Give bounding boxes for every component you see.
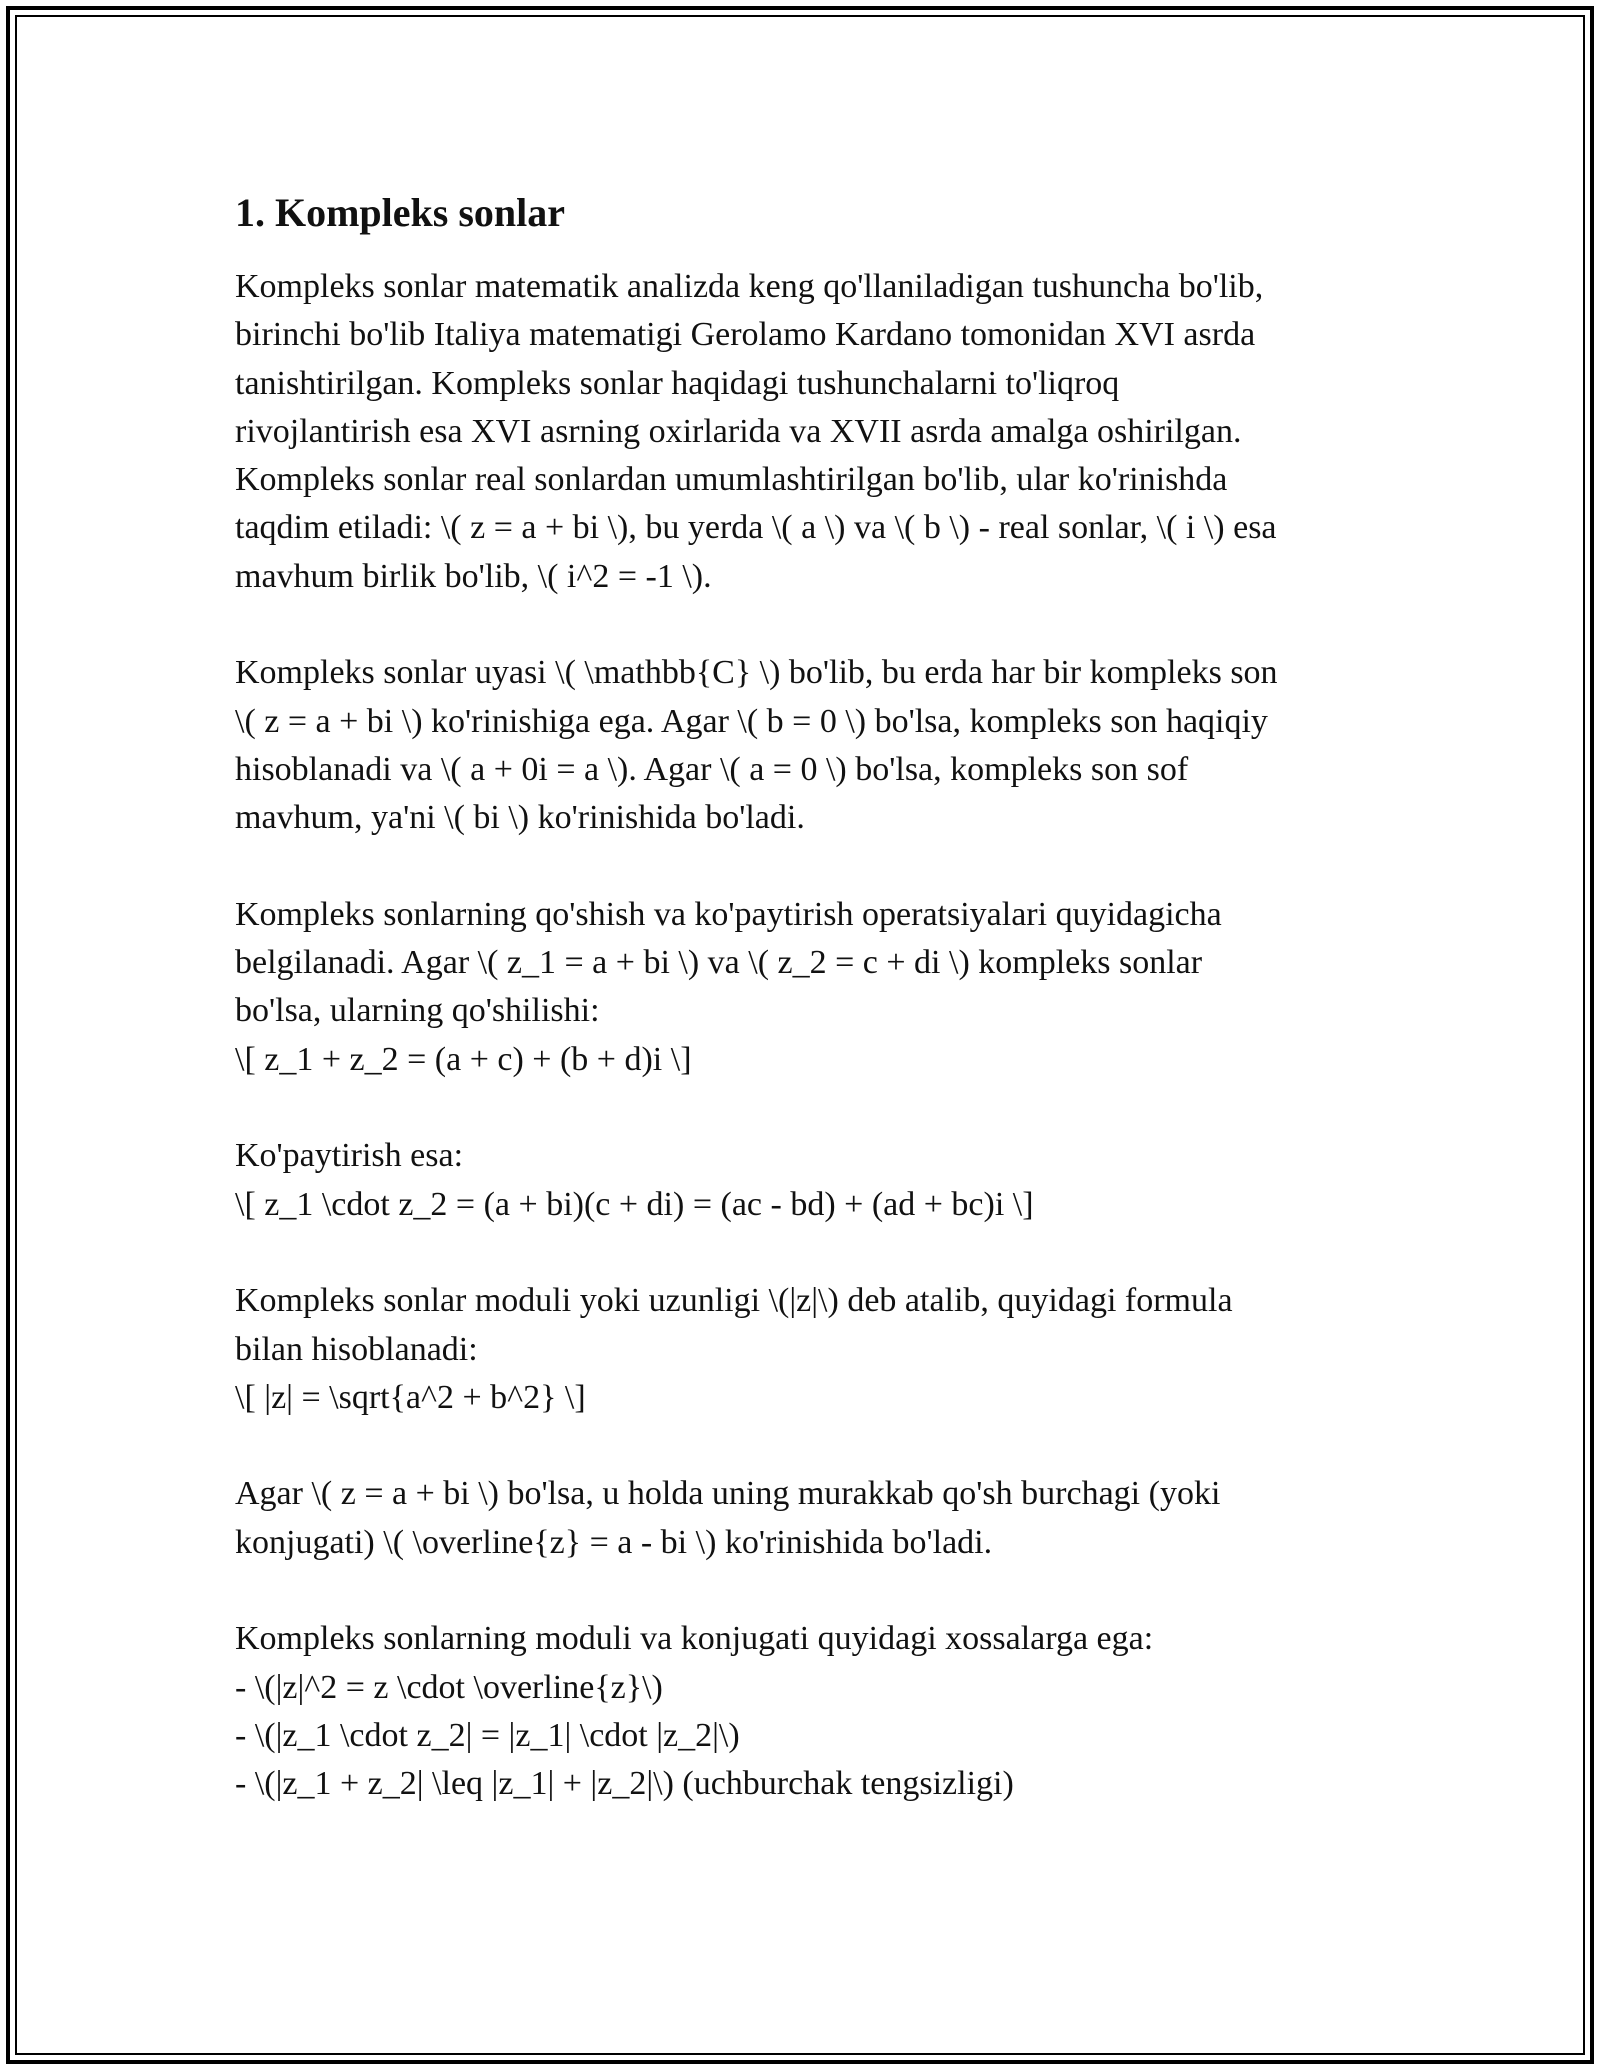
- text-line: hisoblanadi va \( a + 0i = a \). Agar \( a = 0 \) bo'lsa, kompleks son sof: [235, 750, 1189, 788]
- formula-line: \[ z_1 + z_2 = (a + c) + (b + d)i \]: [235, 1040, 692, 1078]
- text-line: Kompleks sonlarning qo'shish va ko'paytirish operatsiyalari quyidagicha: [235, 895, 1222, 933]
- list-item: - \(|z_1 + z_2| \leq |z_1| + |z_2|\) (uchburchak tengsizligi): [235, 1765, 1014, 1803]
- text-line: bo'lsa, ularning qo'shilishi:: [235, 992, 600, 1030]
- paragraph-spacer: [235, 1229, 1375, 1277]
- paragraph-properties: [235, 1615, 1375, 1808]
- text-line: belgilanadi. Agar \( z_1 = a + bi \) va \( z_2 = c + di \) kompleks sonlar: [235, 944, 1203, 982]
- text-line: Agar \( z = a + bi \) bo'lsa, u holda uning murakkab qo'sh burchagi (yoki: [235, 1475, 1221, 1513]
- paragraph-spacer: [235, 1422, 1375, 1470]
- list-item: - \(|z|^2 = z \cdot \overline{z}\): [235, 1668, 663, 1706]
- paragraph-definition: [235, 263, 1375, 601]
- paragraph-spacer: [235, 1567, 1375, 1615]
- paragraph-modulus: [235, 1277, 1375, 1422]
- document-body: [235, 185, 1375, 1809]
- section-heading: 1. Kompleks sonlar: [235, 190, 566, 235]
- paragraph-addition: [235, 891, 1375, 1084]
- formula-line: \[ z_1 \cdot z_2 = (a + bi)(c + di) = (ac - bd) + (ad + bc)i \]: [235, 1185, 1034, 1223]
- text-line: rivojlantirish esa XVI asrning oxirlarida va XVII asrda amalga oshirilgan.: [235, 412, 1242, 450]
- text-line: bilan hisoblanadi:: [235, 1330, 478, 1368]
- text-line: mavhum birlik bo'lib, \( i^2 = -1 \).: [235, 557, 712, 595]
- text-line: Ko'paytirish esa:: [235, 1137, 464, 1175]
- text-line: Kompleks sonlarning moduli va konjugati quyidagi xossalarga ega:: [235, 1620, 1154, 1658]
- paragraph-spacer: [235, 843, 1375, 891]
- paragraph-spacer: [235, 601, 1375, 649]
- formula-line: \[ |z| = \sqrt{a^2 + b^2} \]: [235, 1378, 586, 1416]
- paragraph-conjugate: [235, 1470, 1375, 1567]
- text-line: Kompleks sonlar uyasi \( \mathbb{C} \) bo'lib, bu erda har bir kompleks son: [235, 654, 1278, 692]
- text-line: Kompleks sonlar real sonlardan umumlashtirilgan bo'lib, ular ko'rinishda: [235, 461, 1228, 499]
- paragraph-spacer: [235, 1084, 1375, 1132]
- paragraph-complex-set: [235, 649, 1375, 842]
- text-line: taqdim etiladi: \( z = a + bi \), bu yerda \( a \) va \( b \) - real sonlar, \( i \) esa: [235, 509, 1277, 547]
- text-line: mavhum, ya'ni \( bi \) ko'rinishida bo'ladi.: [235, 799, 805, 837]
- list-item: - \(|z_1 \cdot z_2| = |z_1| \cdot |z_2|\): [235, 1716, 740, 1754]
- text-line: birinchi bo'lib Italiya matematigi Gerolamo Kardano tomonidan XVI asrda: [235, 316, 1256, 354]
- paragraph-multiplication: [235, 1132, 1375, 1229]
- text-line: tanishtirilgan. Kompleks sonlar haqidagi tushunchalarni to'liqroq: [235, 364, 1120, 402]
- text-line: \( z = a + bi \) ko'rinishiga ega. Agar \( b = 0 \) bo'lsa, kompleks son haqiqiy: [235, 702, 1268, 740]
- text-line: konjugati) \( \overline{z} = a - bi \) ko'rinishida bo'ladi.: [235, 1523, 993, 1561]
- text-line: Kompleks sonlar moduli yoki uzunligi \(|z|\) deb atalib, quyidagi formula: [235, 1282, 1233, 1320]
- text-line: Kompleks sonlar matematik analizda keng qo'llaniladigan tushuncha bo'lib,: [235, 268, 1264, 305]
